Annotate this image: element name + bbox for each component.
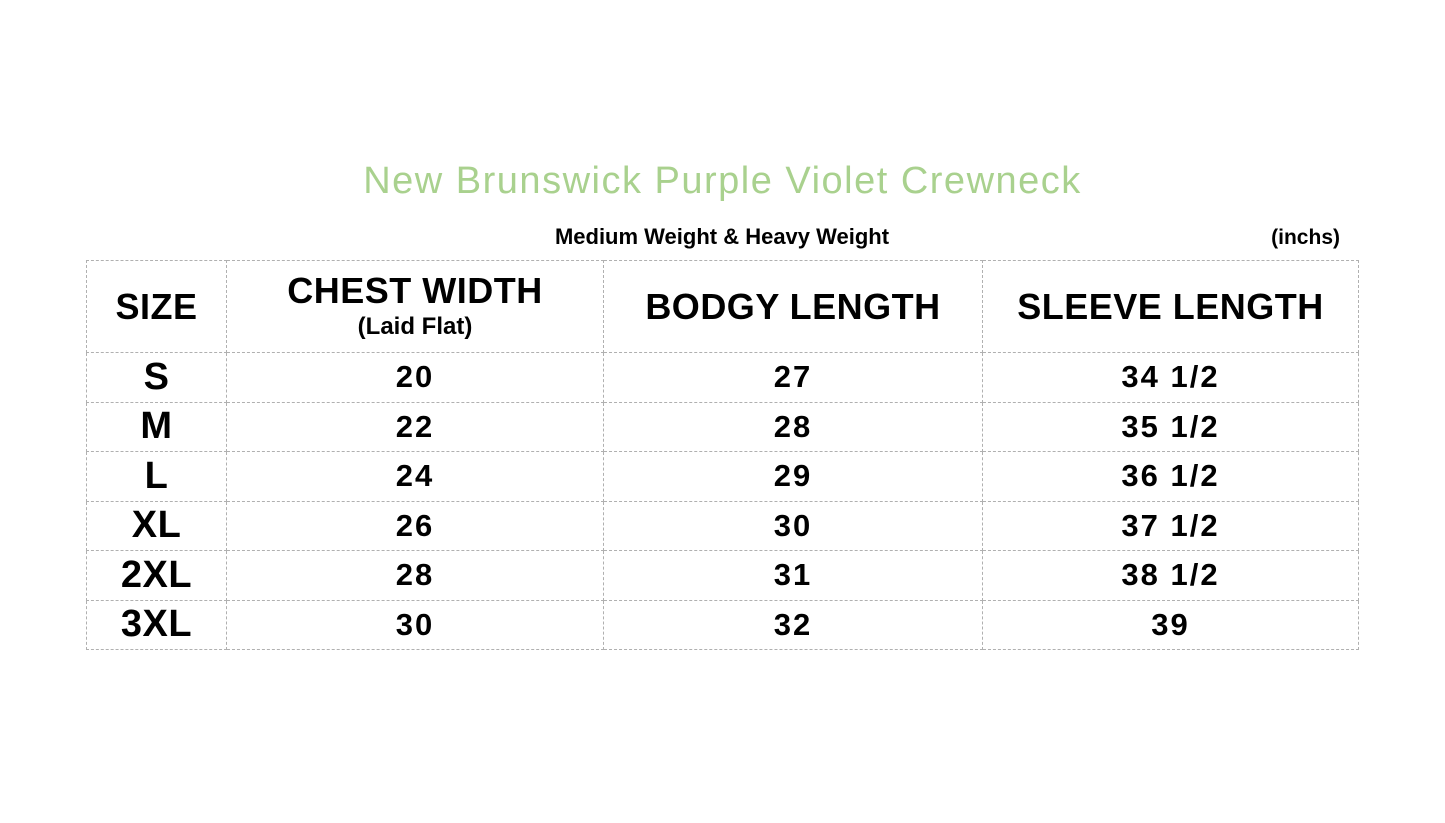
body-length-cell: 31 [604, 551, 983, 601]
chest-width-cell: 24 [227, 452, 604, 502]
size-cell: L [87, 452, 227, 502]
size-cell: XL [87, 501, 227, 551]
table-header [87, 261, 1359, 353]
size-chart-table [86, 260, 1359, 650]
sleeve-length-cell: 34 1/2 [983, 353, 1359, 403]
sleeve-length-cell: 36 1/2 [983, 452, 1359, 502]
size-cell: S [87, 353, 227, 403]
table-row [87, 402, 1359, 452]
table-body [87, 353, 1359, 650]
size-cell: 2XL [87, 551, 227, 601]
body-length-cell: 30 [604, 501, 983, 551]
body-length-cell: 27 [604, 353, 983, 403]
header-row [87, 261, 1359, 353]
table-row [87, 600, 1359, 650]
body-length-cell: 29 [604, 452, 983, 502]
table-row [87, 551, 1359, 601]
size-cell: M [87, 402, 227, 452]
subtitle-row [86, 218, 1358, 252]
page-title: New Brunswick Purple Violet Crewneck [363, 160, 1082, 202]
sleeve-length-cell: 37 1/2 [983, 501, 1359, 551]
units-label: (inchs) [1271, 226, 1340, 249]
body-length-cell: 32 [604, 600, 983, 650]
column-header-size-label: SIZE [115, 285, 198, 327]
table-row [87, 501, 1359, 551]
chest-width-cell: 28 [227, 551, 604, 601]
chest-width-cell: 20 [227, 353, 604, 403]
column-header-size [87, 261, 227, 353]
column-header-body-length-label: BODGY LENGTH [645, 285, 941, 327]
column-header-sleeve-length [983, 261, 1359, 353]
column-header-sleeve-length-label: SLEEVE LENGTH [1017, 285, 1324, 327]
column-header-chest-width-label: CHEST WIDTH [287, 269, 543, 311]
chest-width-cell: 30 [227, 600, 604, 650]
body-length-cell: 28 [604, 402, 983, 452]
sleeve-length-cell: 35 1/2 [983, 402, 1359, 452]
weight-subtitle: Medium Weight & Heavy Weight [554, 224, 890, 249]
size-cell: 3XL [87, 600, 227, 650]
column-header-chest-width [227, 261, 604, 353]
column-header-chest-width-note: (Laid Flat) [357, 313, 473, 341]
chest-width-cell: 26 [227, 501, 604, 551]
chest-width-cell: 22 [227, 402, 604, 452]
table-row [87, 452, 1359, 502]
table-row [87, 353, 1359, 403]
sleeve-length-cell: 38 1/2 [983, 551, 1359, 601]
column-header-body-length [604, 261, 983, 353]
sleeve-length-cell: 39 [983, 600, 1359, 650]
